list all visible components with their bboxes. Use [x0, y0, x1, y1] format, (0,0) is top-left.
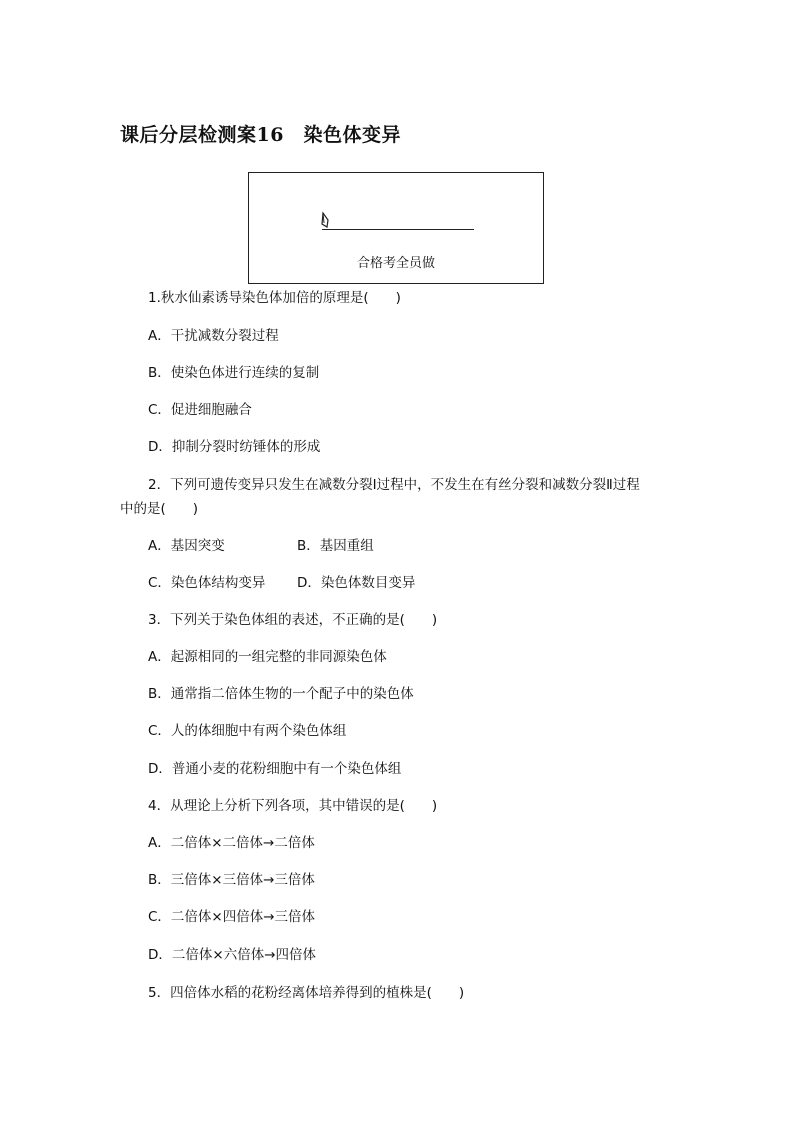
q4-option-a: A．二倍体×二倍体→二倍体 [148, 835, 315, 851]
q2-option-c: C．染色体结构变异 [148, 575, 266, 591]
question-4-stem: 4．从理论上分析下列各项，其中错误的是( ) [148, 798, 438, 814]
question-3-stem: 3．下列关于染色体组的表述，不正确的是( ) [148, 612, 438, 628]
q2-option-d: D．染色体数目变异 [297, 575, 416, 591]
q4-option-b: B．三倍体×三倍体→三倍体 [148, 872, 315, 888]
q3-option-c: C．人的体细胞中有两个染色体组 [148, 723, 347, 739]
question-2-stem: 2．下列可遗传变异只发生在减数分裂Ⅰ过程中，不发生在有丝分裂和减数分裂Ⅱ过程 [148, 477, 640, 493]
question-2-stem-cont: 中的是( ) [120, 501, 199, 517]
question-1-stem: 1.秋水仙素诱导染色体加倍的原理是( ) [148, 290, 401, 306]
q2-option-a: A．基因突变 [148, 538, 225, 554]
section-banner [248, 172, 544, 284]
q1-option-b: B．使染色体进行连续的复制 [148, 365, 320, 381]
banner-rule [322, 229, 474, 230]
q1-option-d: D．抑制分裂时纺锤体的形成 [148, 439, 321, 455]
q1-option-a: A．干扰减数分裂过程 [148, 328, 279, 344]
q3-option-b: B．通常指二倍体生物的一个配子中的染色体 [148, 686, 414, 702]
q1-option-c: C．促进细胞融合 [148, 402, 252, 418]
q4-option-d: D．二倍体×六倍体→四倍体 [148, 947, 317, 963]
q3-option-a: A．起源相同的一组完整的非同源染色体 [148, 649, 387, 665]
page-title: 课后分层检测案16 染色体变异 [120, 124, 401, 146]
q2-option-b: B．基因重组 [297, 538, 374, 554]
q4-option-c: C．二倍体×四倍体→三倍体 [148, 909, 316, 925]
q3-option-d: D．普通小麦的花粉细胞中有一个染色体组 [148, 761, 402, 777]
question-5-stem: 5．四倍体水稻的花粉经离体培养得到的植株是( ) [148, 985, 465, 1001]
pencil-icon [320, 211, 332, 229]
banner-caption: 合格考全员做 [356, 256, 435, 271]
